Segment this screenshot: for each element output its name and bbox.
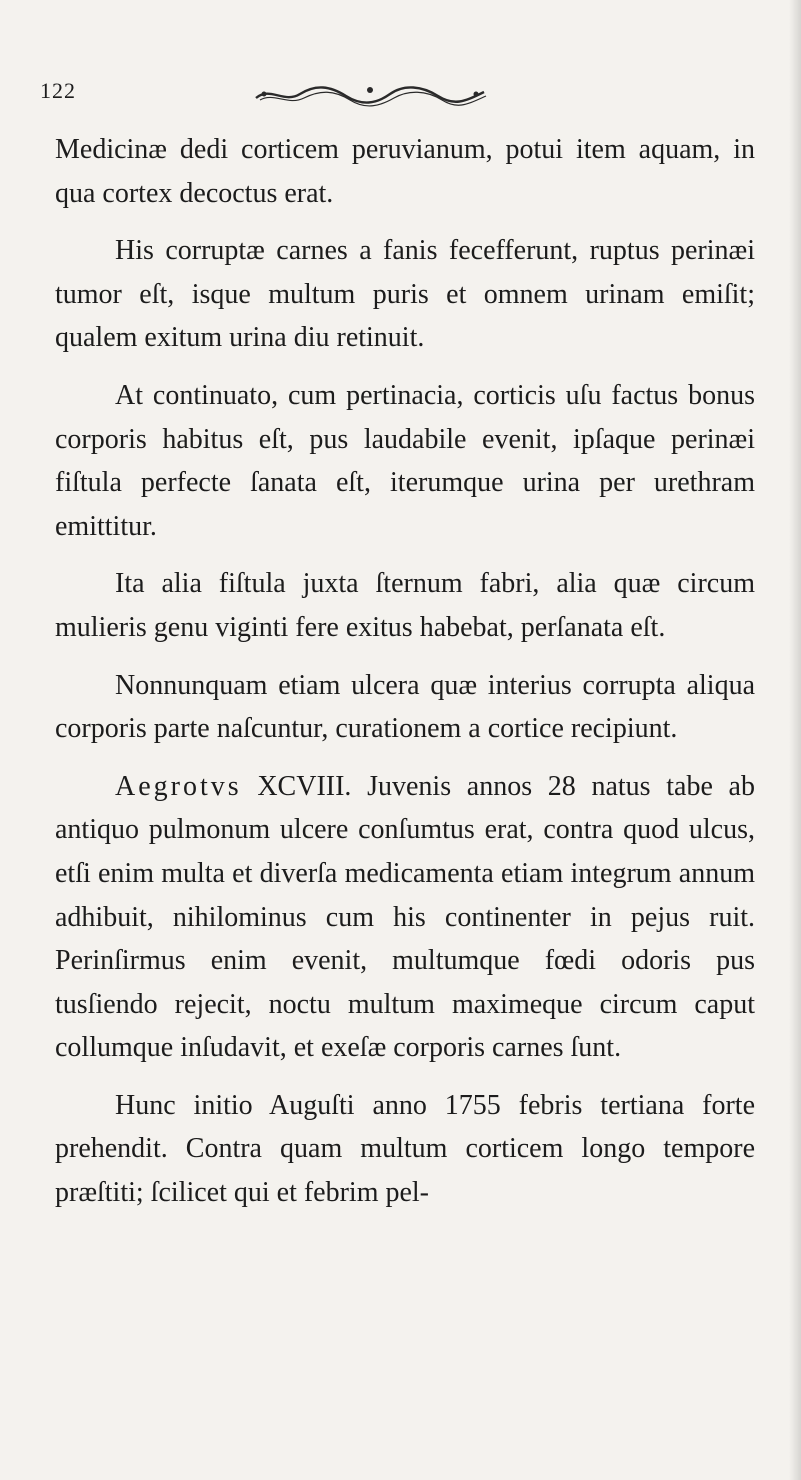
case-paragraph: [55, 765, 755, 1070]
paragraph-text: XCVIII. Juvenis annos 28 natus tabe ab antiquo pulmonum ulcere conſumtus erat, contra quod ulcus, etſi enim multa et diverſa medicamenta etiam integrum annum adhibuit, nihilominus cum his continenter in pejus ruit. Perinſirmus enim evenit, multumque fœdi odoris pus tusſiendo rejecit, noctu multum maximeque circum caput collumque inſudavit, et exeſæ corporis carnes ſunt.: [55, 770, 755, 1064]
paragraph-text: Nonnunquam etiam ulcera quæ interius corrupta aliqua corporis parte naſcuntur, curationem a cortice recipiunt.: [55, 669, 755, 745]
paragraph: [55, 664, 755, 751]
paragraph: [55, 374, 755, 548]
paragraph-text: Medicinæ dedi corticem peruvianum, potui item aquam, in qua cortex decoctus erat.: [55, 134, 755, 209]
paragraph: [55, 229, 755, 360]
paragraph-text: Ita alia fiſtula juxta ſternum fabri, alia quæ circum mulieris genu viginti fere exitus habebat, perſanata eſt.: [55, 568, 755, 643]
case-heading-smallcaps: Aegrotvs: [115, 770, 242, 802]
body-text: [55, 128, 755, 1215]
printer-flourish-ornament-icon: [250, 80, 490, 108]
paragraph: [55, 128, 755, 215]
paragraph-text: Hunc initio Auguſti anno 1755 febris tertiana forte prehendit. Contra quam multum corticem longo tempore præſtiti; ſcilicet qui et febrim pel-: [55, 1089, 755, 1209]
paragraph: [55, 1084, 755, 1215]
paragraph: [55, 562, 755, 649]
page-edge-shadow: [789, 0, 801, 1480]
paragraph-text: His corruptæ carnes a fanis fecefferunt, ruptus perinæi tumor eſt, isque multum puris et omnem urinam emiſit; qualem exitum urina diu retinuit.: [55, 235, 755, 354]
paragraph-text: At continuato, cum pertinacia, corticis uſu factus bonus corporis habitus eſt, pus laudabile evenit, ipſaque perinæi fiſtula perfecte ſanata eſt, iterumque urina per urethram emittitur.: [55, 379, 755, 542]
page-number: 122: [40, 78, 76, 103]
